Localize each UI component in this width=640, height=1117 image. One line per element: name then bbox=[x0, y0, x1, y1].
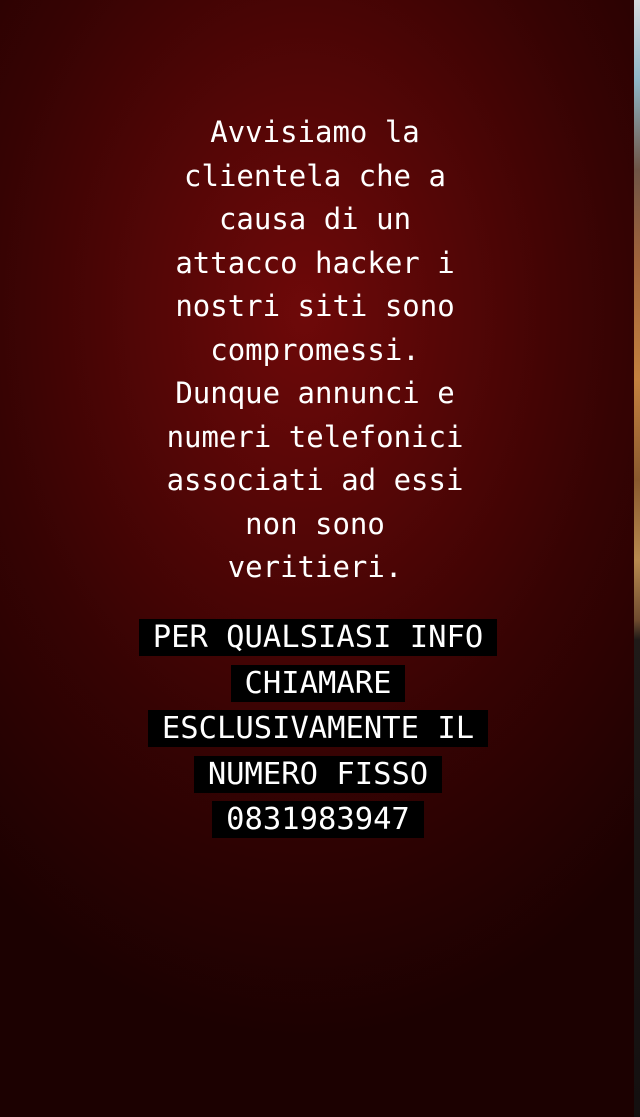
message-line: veritieri. bbox=[227, 550, 403, 584]
notice-line bbox=[58, 797, 578, 843]
notice-text: CHIAMARE bbox=[231, 665, 406, 702]
message-line: clientela che a bbox=[184, 158, 446, 193]
message-line: causa di un bbox=[218, 202, 412, 236]
notice-line bbox=[58, 615, 578, 661]
message-line: Dunque annunci e bbox=[175, 376, 455, 410]
message-line: numeri telefonici bbox=[166, 419, 464, 454]
notice-line bbox=[58, 752, 578, 798]
message-line: associati ad essi bbox=[166, 463, 464, 497]
highlighted-notice bbox=[58, 615, 578, 843]
notice-text: NUMERO FISSO bbox=[194, 756, 442, 793]
warning-message bbox=[70, 111, 560, 590]
message-line: Avvisiamo la bbox=[210, 115, 420, 149]
message-line: non sono bbox=[245, 506, 385, 541]
next-story-edge bbox=[634, 0, 640, 1117]
notice-line bbox=[58, 706, 578, 752]
notice-text: ESCLUSIVAMENTE IL bbox=[148, 710, 488, 747]
message-line: attacco hacker i bbox=[175, 245, 455, 280]
notice-text: PER QUALSIASI INFO bbox=[139, 619, 498, 656]
phone-number[interactable]: 0831983947 bbox=[212, 801, 424, 838]
notice-line bbox=[58, 661, 578, 707]
message-line: nostri siti sono bbox=[175, 289, 455, 323]
message-line: compromessi. bbox=[210, 332, 420, 367]
